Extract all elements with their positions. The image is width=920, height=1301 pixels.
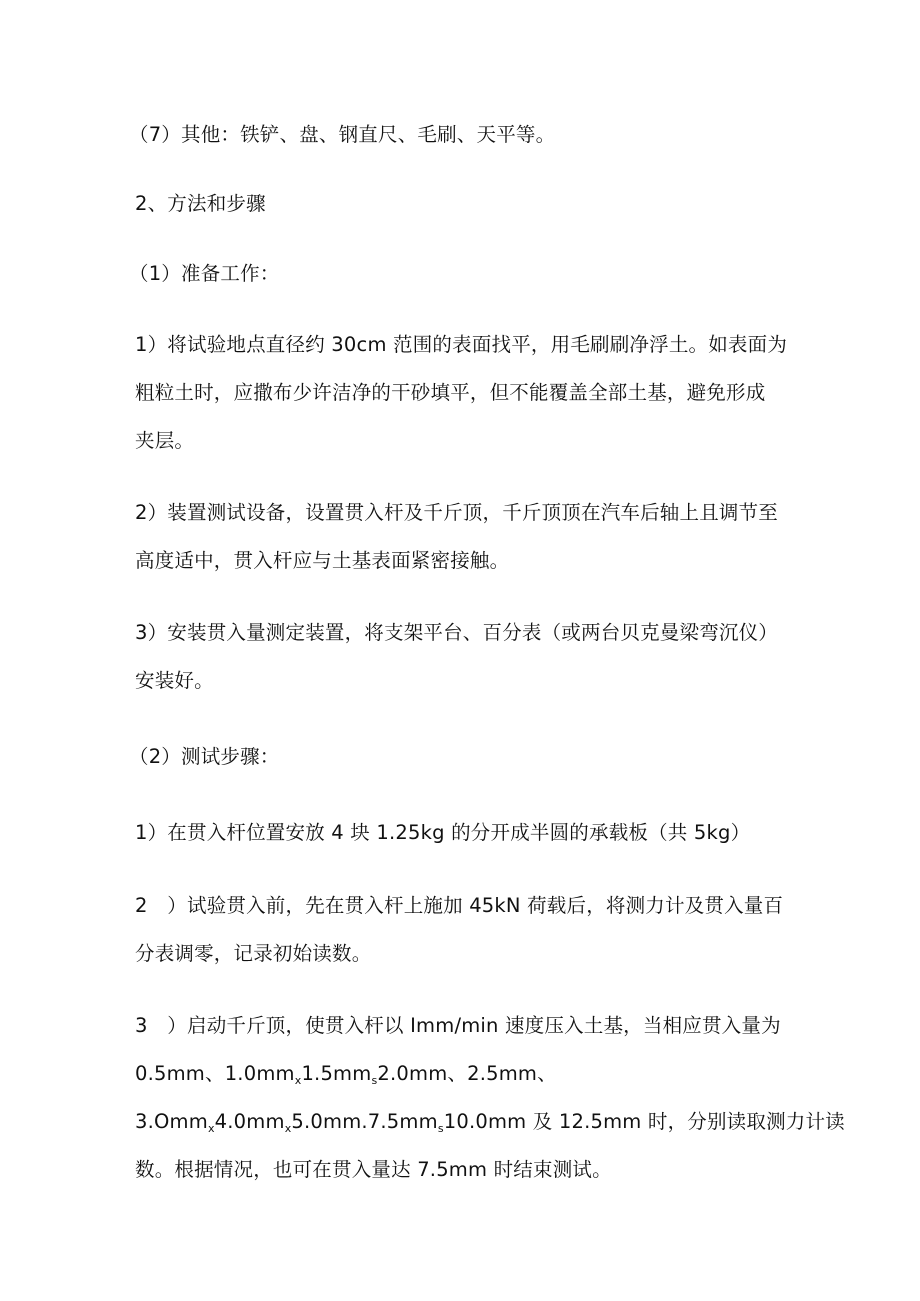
test-step-1: 1）在贯入杆位置安放 4 块 1.25kg 的分开成半圆的承载板（共 5kg） (135, 821, 751, 844)
prep-step-1-line-3: 夹层。 (135, 429, 195, 452)
test-step-3-line-4: 数。根据情况，也可在贯入量达 7.5mm 时结束测试。 (135, 1158, 612, 1181)
prep-step-3-line-2: 安装好。 (135, 669, 214, 692)
prep-step-2-line-2: 高度适中，贯入杆应与土基表面紧密接触。 (135, 549, 510, 572)
line-segment: 2.0mm、2.5mm、 (377, 1062, 557, 1085)
prep-step-1-line-2: 粗粒土时，应撒布少许洁净的干砂填平，但不能覆盖全部土基，避免形成 (135, 381, 766, 404)
test-step-2-line-2: 分表调零，记录初始读数。 (135, 942, 372, 965)
subscript-mark: s (437, 1122, 444, 1135)
line-segment: 10.0mm 及 12.5mm 时，分别读取测力计读 (443, 1110, 845, 1133)
line-segment: 1.5mm (301, 1062, 372, 1085)
line-segment: 0.5mm、1.0mm (135, 1062, 295, 1085)
subscript-mark: x (207, 1122, 215, 1135)
test-step-3-line-3 (135, 1109, 845, 1135)
line-segment: 4.0mm (214, 1110, 285, 1133)
subscript-mark: x (284, 1122, 292, 1135)
subsection-heading-test-steps: （2）测试步骤： (129, 745, 280, 768)
subsection-heading-preparation: （1）准备工作： (129, 262, 280, 285)
section-heading-methods: 2、方法和步骤 (135, 192, 266, 215)
line-segment: 3.Omm (135, 1110, 208, 1133)
line-segment: 5.0mm.7.5mm (291, 1110, 438, 1133)
test-step-3-line-1: 3 ）启动千斤顶，使贯入杆以 Imm/min 速度压入土基，当相应贯入量为 (135, 1014, 781, 1037)
prep-step-2-line-1: 2）装置测试设备，设置贯入杆及千斤顶，千斤顶顶在汽车后轴上且调节至 (135, 501, 779, 524)
prep-step-1-line-1: 1）将试验地点直径约 30cm 范围的表面找平，用毛刷刷净浮土。如表面为 (135, 333, 788, 356)
subscript-mark: x (294, 1074, 302, 1087)
test-step-2-line-1: 2 ）试验贯入前，先在贯入杆上施加 45kN 荷载后，将测力计及贯入量百 (135, 894, 784, 917)
subscript-mark: s (371, 1074, 378, 1087)
item-7-other-tools: （7）其他：铁铲、盘、钢直尺、毛刷、天平等。 (129, 123, 556, 146)
test-step-3-line-2 (135, 1061, 557, 1087)
prep-step-3-line-1: 3）安装贯入量测定装置，将支架平台、百分表（或两台贝克曼梁弯沉仪） (135, 621, 779, 644)
